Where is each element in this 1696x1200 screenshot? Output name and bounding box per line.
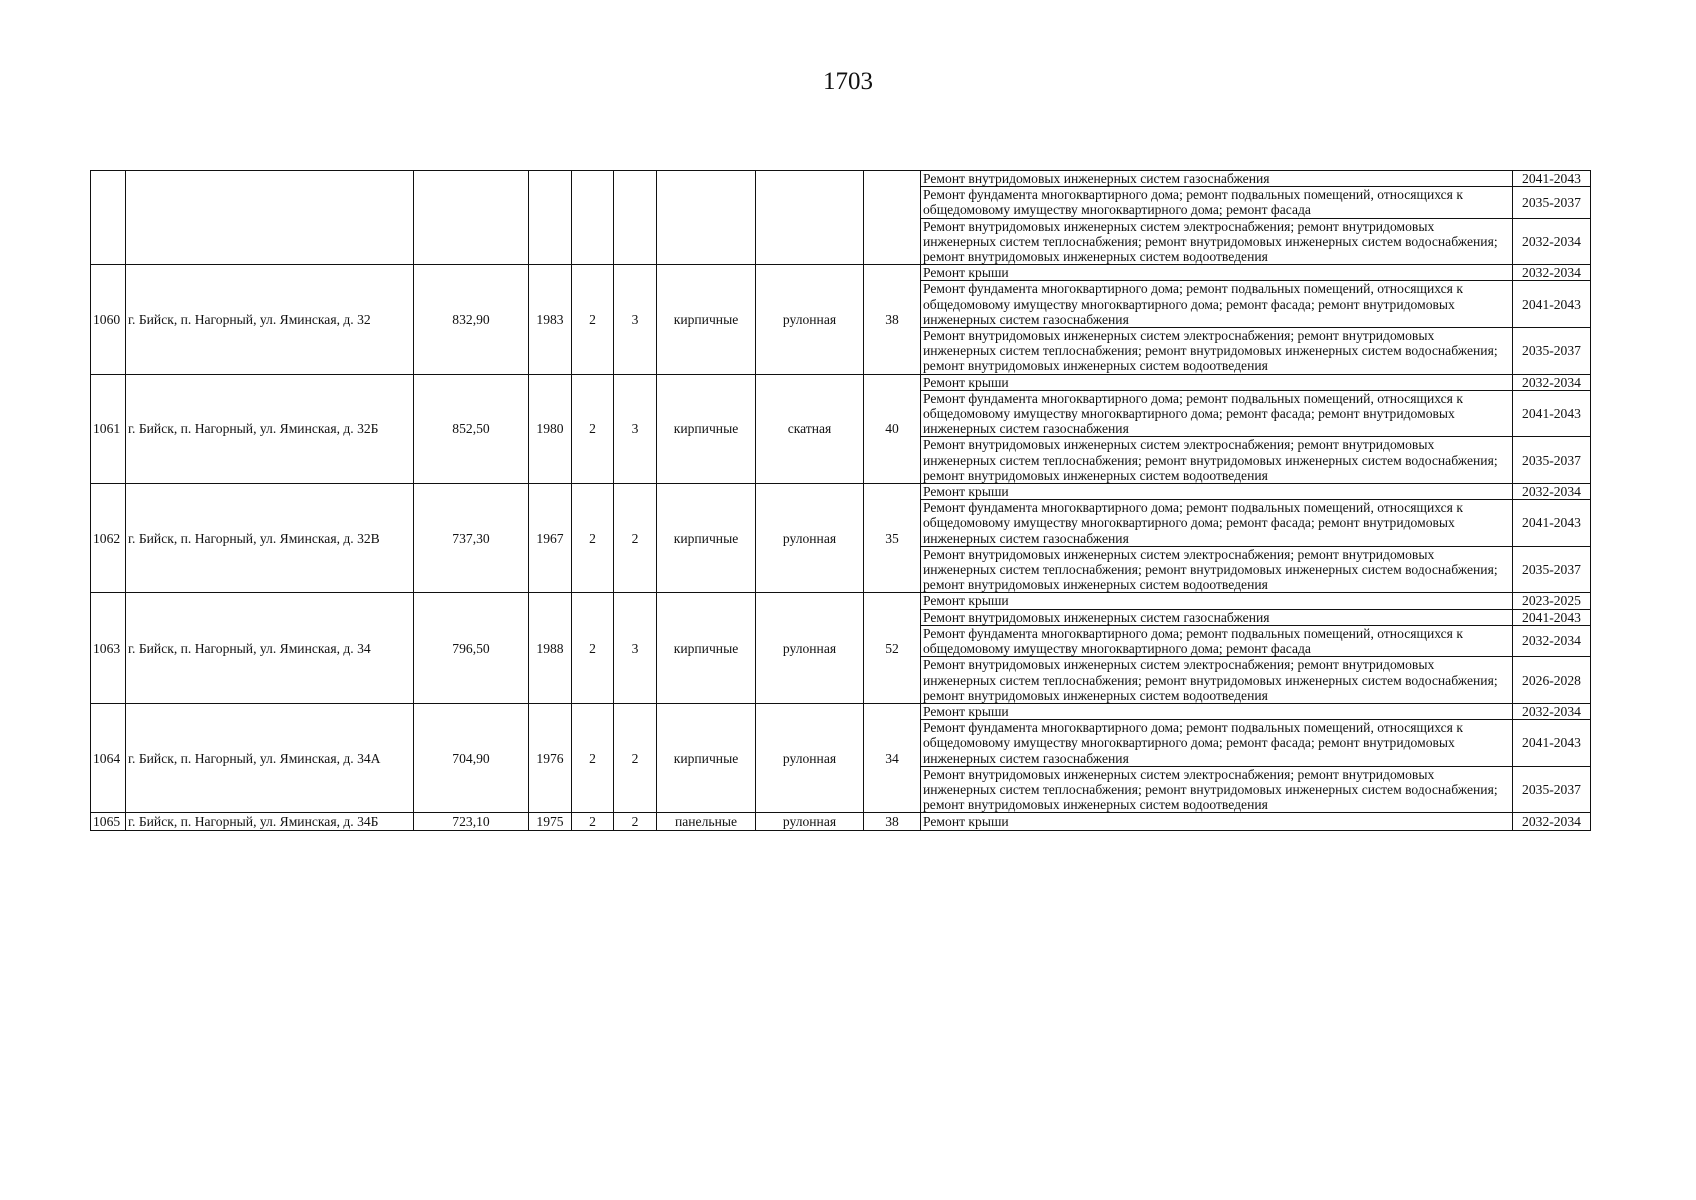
repair-period: 2032-2034	[1513, 484, 1591, 500]
building-number: 1062	[91, 484, 126, 593]
repair-period: 2041-2043	[1513, 500, 1591, 547]
repair-work-description: Ремонт крыши	[921, 374, 1513, 390]
repair-period: 2035-2037	[1513, 328, 1591, 375]
repair-period: 2041-2043	[1513, 281, 1591, 328]
repair-work-description: Ремонт фундамента многоквартирного дома; ремонт подвальных помещений, относящихся к общедомовому имуществу многоквартирного дома; ремонт фасада	[921, 625, 1513, 656]
apartments-count: 35	[864, 484, 921, 593]
table-row	[91, 813, 1591, 831]
building-area: 852,50	[414, 374, 529, 483]
roof-type: скатная	[756, 374, 864, 483]
repair-work-description: Ремонт крыши	[921, 265, 1513, 281]
construction-year	[529, 171, 572, 265]
building-area: 704,90	[414, 703, 529, 812]
table-row	[91, 484, 1591, 500]
repair-period: 2035-2037	[1513, 546, 1591, 593]
repair-period: 2032-2034	[1513, 374, 1591, 390]
repair-period: 2035-2037	[1513, 187, 1591, 218]
building-number	[91, 171, 126, 265]
repair-period: 2041-2043	[1513, 609, 1591, 625]
construction-year: 1980	[529, 374, 572, 483]
roof-type: рулонная	[756, 265, 864, 374]
repair-work-description: Ремонт крыши	[921, 703, 1513, 719]
construction-year: 1988	[529, 593, 572, 703]
construction-year: 1976	[529, 703, 572, 812]
repair-work-description: Ремонт крыши	[921, 813, 1513, 831]
building-number: 1065	[91, 813, 126, 831]
table-body	[91, 171, 1591, 831]
table-row	[91, 265, 1591, 281]
entrances-count: 3	[614, 265, 657, 374]
table-row	[91, 593, 1591, 609]
floors-count: 2	[572, 703, 614, 812]
building-area: 796,50	[414, 593, 529, 703]
apartments-count: 38	[864, 813, 921, 831]
repair-work-description: Ремонт внутридомовых инженерных систем газоснабжения	[921, 171, 1513, 187]
repair-schedule-table	[90, 170, 1591, 831]
construction-year: 1983	[529, 265, 572, 374]
table-row	[91, 703, 1591, 719]
building-number: 1063	[91, 593, 126, 703]
floors-count: 2	[572, 813, 614, 831]
entrances-count	[614, 171, 657, 265]
repair-period: 2041-2043	[1513, 390, 1591, 437]
roof-type: рулонная	[756, 703, 864, 812]
floors-count: 2	[572, 484, 614, 593]
building-area: 832,90	[414, 265, 529, 374]
wall-material: кирпичные	[657, 374, 756, 483]
repair-period: 2041-2043	[1513, 171, 1591, 187]
building-address: г. Бийск, п. Нагорный, ул. Яминская, д. 34А	[126, 703, 414, 812]
wall-material: кирпичные	[657, 484, 756, 593]
building-address: г. Бийск, п. Нагорный, ул. Яминская, д. 32В	[126, 484, 414, 593]
repair-work-description: Ремонт крыши	[921, 593, 1513, 609]
repair-work-description: Ремонт внутридомовых инженерных систем электроснабжения; ремонт внутридомовых инженерных систем теплоснабжения; ремонт внутридомовых инженерных систем водоснабжения; ремонт внутридомовых инженерных систем водоотведения	[921, 328, 1513, 375]
apartments-count: 52	[864, 593, 921, 703]
entrances-count: 2	[614, 813, 657, 831]
building-address: г. Бийск, п. Нагорный, ул. Яминская, д. 32Б	[126, 374, 414, 483]
repair-period: 2032-2034	[1513, 703, 1591, 719]
floors-count: 2	[572, 593, 614, 703]
page-number: 1703	[823, 68, 873, 95]
repair-work-description: Ремонт фундамента многоквартирного дома; ремонт подвальных помещений, относящихся к общедомовому имуществу многоквартирного дома; ремонт фасада; ремонт внутридомовых инженерных систем газоснабжения	[921, 390, 1513, 437]
roof-type: рулонная	[756, 813, 864, 831]
repair-period: 2026-2028	[1513, 657, 1591, 704]
building-address: г. Бийск, п. Нагорный, ул. Яминская, д. 34Б	[126, 813, 414, 831]
roof-type	[756, 171, 864, 265]
entrances-count: 3	[614, 374, 657, 483]
wall-material: кирпичные	[657, 265, 756, 374]
table-row	[91, 171, 1591, 187]
building-address: г. Бийск, п. Нагорный, ул. Яминская, д. 32	[126, 265, 414, 374]
wall-material: панельные	[657, 813, 756, 831]
repair-work-description: Ремонт внутридомовых инженерных систем электроснабжения; ремонт внутридомовых инженерных систем теплоснабжения; ремонт внутридомовых инженерных систем водоснабжения; ремонт внутридомовых инженерных систем водоотведения	[921, 437, 1513, 484]
repair-work-description: Ремонт крыши	[921, 484, 1513, 500]
entrances-count: 2	[614, 484, 657, 593]
apartments-count: 40	[864, 374, 921, 483]
repair-period: 2023-2025	[1513, 593, 1591, 609]
building-number: 1061	[91, 374, 126, 483]
building-address: г. Бийск, п. Нагорный, ул. Яминская, д. 34	[126, 593, 414, 703]
repair-work-description: Ремонт внутридомовых инженерных систем газоснабжения	[921, 609, 1513, 625]
floors-count: 2	[572, 374, 614, 483]
repair-period: 2032-2034	[1513, 813, 1591, 831]
repair-work-description: Ремонт фундамента многоквартирного дома; ремонт подвальных помещений, относящихся к общедомовому имуществу многоквартирного дома; ремонт фасада; ремонт внутридомовых инженерных систем газоснабжения	[921, 281, 1513, 328]
building-area: 723,10	[414, 813, 529, 831]
apartments-count: 34	[864, 703, 921, 812]
repair-period: 2035-2037	[1513, 766, 1591, 813]
wall-material	[657, 171, 756, 265]
table-row	[91, 374, 1591, 390]
repair-period: 2041-2043	[1513, 720, 1591, 767]
building-number: 1060	[91, 265, 126, 374]
repair-work-description: Ремонт внутридомовых инженерных систем электроснабжения; ремонт внутридомовых инженерных систем теплоснабжения; ремонт внутридомовых инженерных систем водоснабжения; ремонт внутридомовых инженерных систем водоотведения	[921, 218, 1513, 265]
repair-work-description: Ремонт фундамента многоквартирного дома; ремонт подвальных помещений, относящихся к общедомовому имуществу многоквартирного дома; ремонт фасада	[921, 187, 1513, 218]
construction-year: 1967	[529, 484, 572, 593]
entrances-count: 2	[614, 703, 657, 812]
roof-type: рулонная	[756, 593, 864, 703]
repair-work-description: Ремонт внутридомовых инженерных систем электроснабжения; ремонт внутридомовых инженерных систем теплоснабжения; ремонт внутридомовых инженерных систем водоснабжения; ремонт внутридомовых инженерных систем водоотведения	[921, 766, 1513, 813]
repair-period: 2035-2037	[1513, 437, 1591, 484]
building-area	[414, 171, 529, 265]
repair-work-description: Ремонт внутридомовых инженерных систем электроснабжения; ремонт внутридомовых инженерных систем теплоснабжения; ремонт внутридомовых инженерных систем водоснабжения; ремонт внутридомовых инженерных систем водоотведения	[921, 657, 1513, 704]
repair-period: 2032-2034	[1513, 265, 1591, 281]
floors-count: 2	[572, 265, 614, 374]
floors-count	[572, 171, 614, 265]
repair-work-description: Ремонт внутридомовых инженерных систем электроснабжения; ремонт внутридомовых инженерных систем теплоснабжения; ремонт внутридомовых инженерных систем водоснабжения; ремонт внутридомовых инженерных систем водоотведения	[921, 546, 1513, 593]
building-number: 1064	[91, 703, 126, 812]
entrances-count: 3	[614, 593, 657, 703]
building-address	[126, 171, 414, 265]
repair-work-description: Ремонт фундамента многоквартирного дома; ремонт подвальных помещений, относящихся к общедомовому имуществу многоквартирного дома; ремонт фасада; ремонт внутридомовых инженерных систем газоснабжения	[921, 720, 1513, 767]
building-area: 737,30	[414, 484, 529, 593]
repair-work-description: Ремонт фундамента многоквартирного дома; ремонт подвальных помещений, относящихся к общедомовому имуществу многоквартирного дома; ремонт фасада; ремонт внутридомовых инженерных систем газоснабжения	[921, 500, 1513, 547]
wall-material: кирпичные	[657, 593, 756, 703]
wall-material: кирпичные	[657, 703, 756, 812]
apartments-count	[864, 171, 921, 265]
apartments-count: 38	[864, 265, 921, 374]
roof-type: рулонная	[756, 484, 864, 593]
repair-period: 2032-2034	[1513, 218, 1591, 265]
repair-period: 2032-2034	[1513, 625, 1591, 656]
construction-year: 1975	[529, 813, 572, 831]
